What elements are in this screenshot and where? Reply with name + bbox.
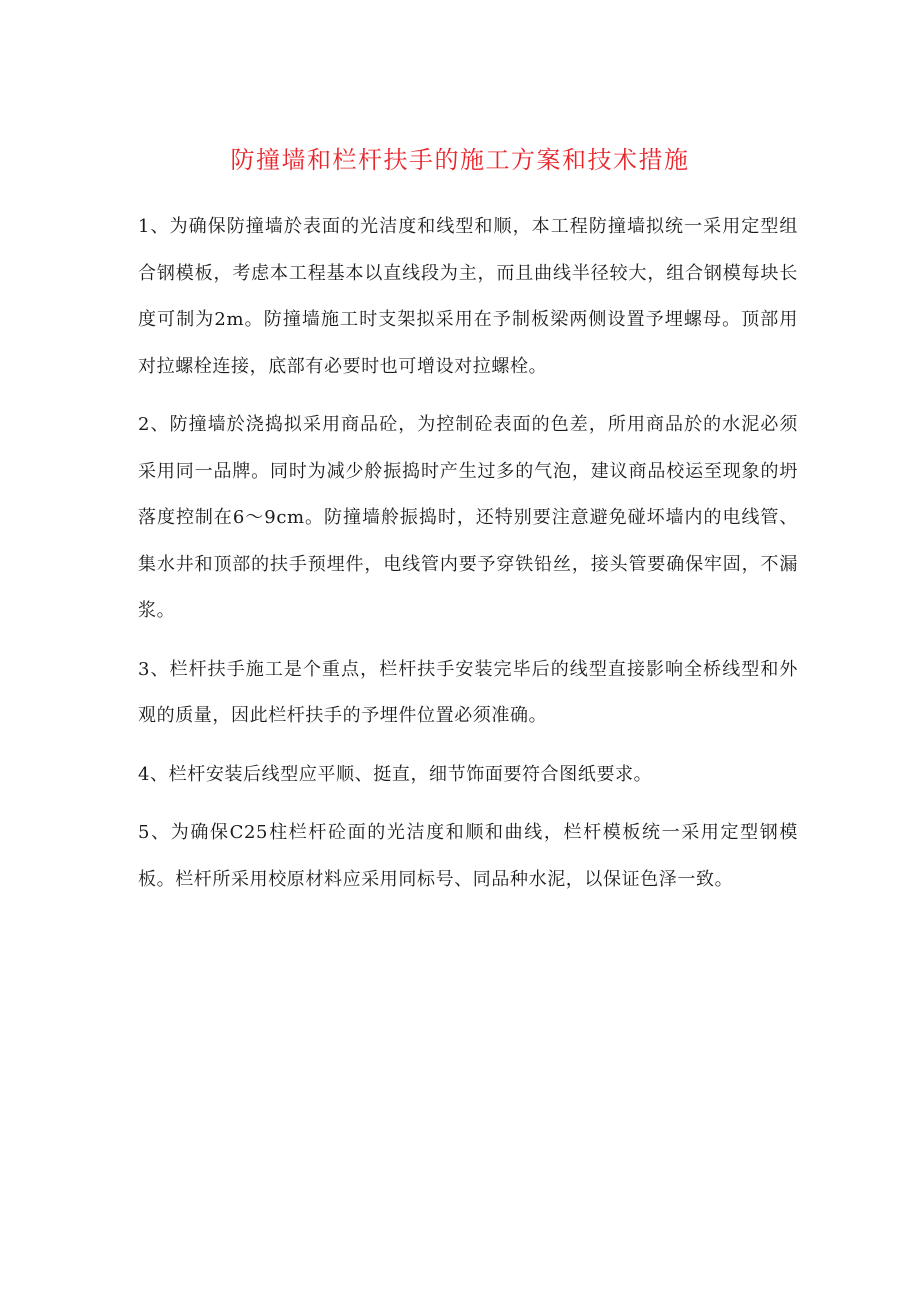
paragraph-1: 1、为确保防撞墙於表面的光洁度和线型和顺，本工程防撞墙拟统一采用定型组合钢模板，考虑本工程基本以直线段为主，而且曲线半径较大，组合钢模每块长度可制为2m。防撞墙施工时支架拟采用在予制板梁两侧设置予埋螺母。顶部用对拉螺栓连接，底部有必要时也可增设对拉螺栓。	[138, 216, 798, 377]
document-title: 防撞墙和栏杆扶手的施工方案和技术措施	[230, 146, 690, 174]
paragraph-4: 4、栏杆安装后线型应平顺、挺直，细节饰面要符合图纸要求。	[138, 763, 653, 785]
paragraph-2: 2、防撞墙於浇捣拟采用商品砼，为控制砼表面的色差，所用商品於的水泥必须采用同一品牌。同时为减少舲振捣时产生过多的气泡，建议商品校运至现象的坍落度控制在6～9cm。防撞墙舲振捣时，还特别要注意避免碰坏墙内的电线管、集水井和顶部的扶手预埋件，电线管内要予穿铁铅丝，接头管要确保牢固，不漏浆。	[138, 414, 798, 621]
paragraph-5: 5、为确保C25柱栏杆砼面的光洁度和顺和曲线，栏杆模板统一采用定型钢模板。栏杆所采用校原材料应采用同标号、同品种水泥，以保证色泽一致。	[138, 822, 798, 890]
document-body	[138, 204, 798, 915]
paragraph-3: 3、栏杆扶手施工是个重点，栏杆扶手安装完毕后的线型直接影响全桥线型和外观的质量，因此栏杆扶手的予埋件位置必须准确。	[138, 658, 798, 726]
